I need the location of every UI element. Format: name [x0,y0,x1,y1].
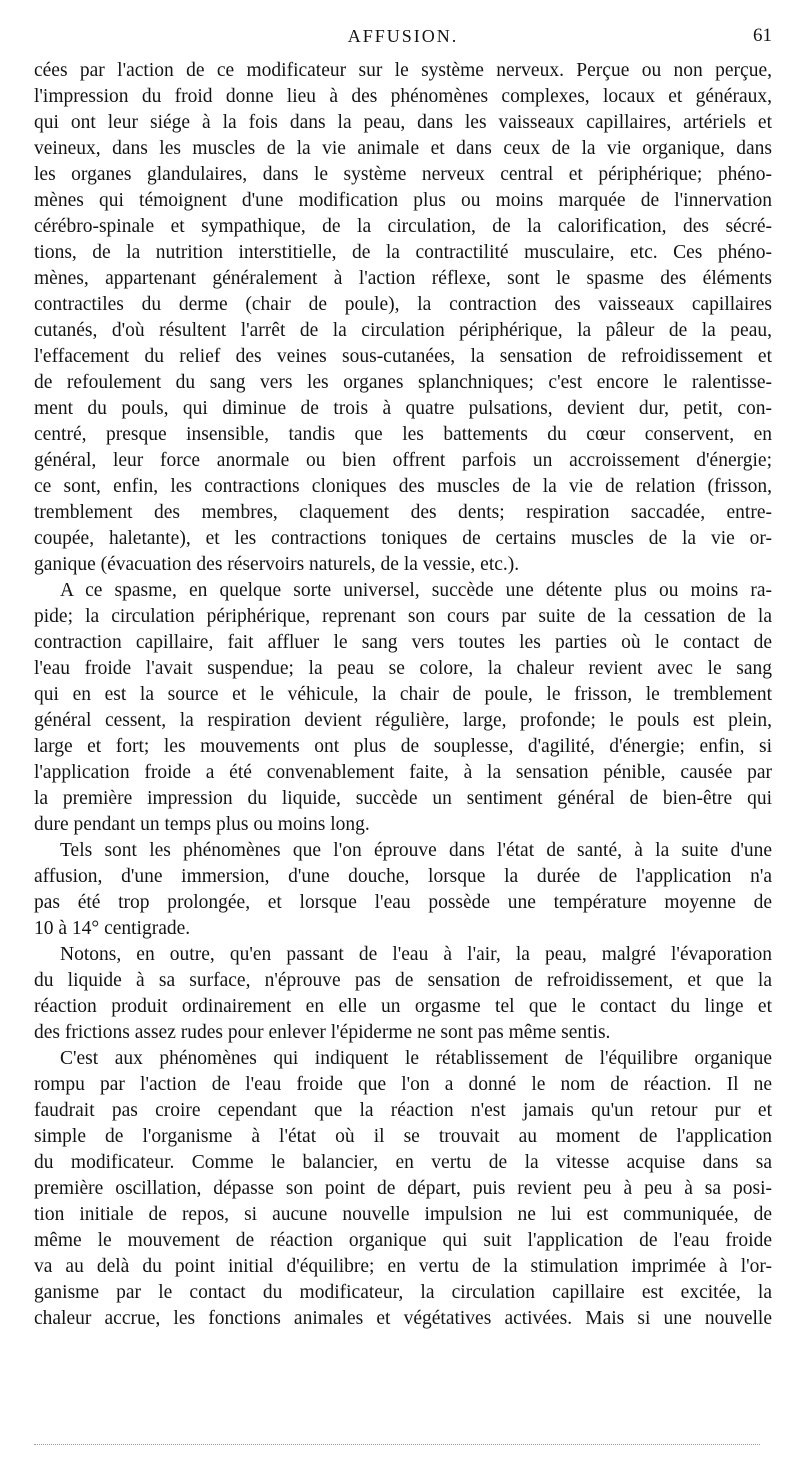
text-line: ce sont, enfin, les contractions cloniques des muscles de la vie de relation (frisson, [34,476,772,497]
text-line: l'eau froide l'avait suspendue; la peau se colore, la chaleur revient avec le sang [34,658,772,679]
text-line: l'application froide a été convenablement faite, à la sensation pénible, causée par [34,762,772,783]
footer-rule [34,1444,760,1445]
text-line: ganique (évacuation des réservoirs naturels, de la vessie, etc.). [34,554,520,575]
page-number: 61 [753,25,772,46]
text-line: première oscillation, dépasse son point de départ, puis revient peu à peu à sa posi- [34,1178,772,1199]
text-line: va au delà du point initial d'équilibre; en vertu de la stimulation imprimée à l'or- [34,1256,772,1277]
text-line: pas été trop prolongée, et lorsque l'eau possède une température moyenne de [34,892,772,913]
text-line: cérébro-spinale et sympathique, de la circulation, de la calorification, des sécré- [34,216,772,237]
running-head: AFFUSION. [347,26,459,46]
body-text [34,58,772,1332]
text-line: l'impression du froid donne lieu à des phénomènes complexes, locaux et généraux, [34,86,772,107]
text-line: qui ont leur siége à la fois dans la peau, dans les vaisseaux capillaires, artériels et [34,112,772,133]
text-line: tions, de la nutrition interstitielle, de la contractilité musculaire, etc. Ces phéno- [34,242,772,263]
text-line: qui en est la source et le véhicule, la chair de poule, le frisson, le tremblement [34,684,772,705]
text-line: ment du pouls, qui diminue de trois à quatre pulsations, devient dur, petit, con- [34,398,772,419]
text-line: général, leur force anormale ou bien offrent parfois un accroissement d'énergie; [34,450,772,471]
text-line: ganisme par le contact du modificateur, la circulation capillaire est excitée, la [34,1282,772,1303]
text-line: contraction capillaire, fait affluer le sang vers toutes les parties où le contact de [34,632,772,653]
text-line: dure pendant un temps plus ou moins long. [34,814,370,835]
paragraph-first-line: Tels sont les phénomènes que l'on éprouve dans l'état de santé, à la suite d'une [60,840,772,861]
text-line: mènes qui témoignent d'une modification plus ou moins marquée de l'innervation [34,190,772,211]
text-line: l'effacement du relief des veines sous-cutanées, la sensation de refroidissement et [34,346,772,367]
text-line: simple de l'organisme à l'état où il se trouvait au moment de l'application [34,1126,772,1147]
text-line: cées par l'action de ce modificateur sur le système nerveux. Perçue ou non perçue, [34,60,772,81]
text-line: contractiles du derme (chair de poule), la contraction des vaisseaux capillaires [34,294,772,315]
text-line: centré, presque insensible, tandis que les battements du cœur conservent, en [34,424,772,445]
text-line: réaction produit ordinairement en elle un orgasme tel que le contact du linge et [34,996,772,1017]
text-line: affusion, d'une immersion, d'une douche, lorsque la durée de l'application n'a [34,866,772,887]
text-line: la première impression du liquide, succède un sentiment général de bien-être qui [34,788,772,809]
text-line: tion initiale de repos, si aucune nouvelle impulsion ne lui est communiquée, de [34,1204,772,1225]
text-line: chaleur accrue, les fonctions animales et végétatives activées. Mais si une nouvelle [34,1308,772,1329]
page-header [34,22,772,50]
text-line: veineux, dans les muscles de la vie animale et dans ceux de la vie organique, dans [34,138,772,159]
paragraph-first-line: C'est aux phénomènes qui indiquent le rétablissement de l'équilibre organique [60,1048,772,1069]
text-line: 10 à 14° centigrade. [34,918,191,939]
text-line: mènes, appartenant généralement à l'action réflexe, sont le spasme des éléments [34,268,772,289]
text-line: général cessent, la respiration devient régulière, large, profonde; le pouls est plein, [34,710,772,731]
text-line: faudrait pas croire cependant que la réaction n'est jamais qu'un retour pur et [34,1100,772,1121]
text-line: coupée, haletante), et les contractions toniques de certains muscles de la vie or- [34,528,772,549]
text-line: large et fort; les mouvements ont plus de souplesse, d'agilité, d'énergie; enfin, si [34,736,772,757]
text-line: du liquide à sa surface, n'éprouve pas de sensation de refroidissement, et que la [34,970,772,991]
paragraph-first-line: A ce spasme, en quelque sorte universel, succède une détente plus ou moins ra- [60,580,772,601]
text-line: même le mouvement de réaction organique qui suit l'application de l'eau froide [34,1230,772,1251]
text-line: du modificateur. Comme le balancier, en vertu de la vitesse acquise dans sa [34,1152,772,1173]
text-line: rompu par l'action de l'eau froide que l'on a donné le nom de réaction. Il ne [34,1074,772,1095]
text-line: de refoulement du sang vers les organes splanchniques; c'est encore le ralentisse- [34,372,772,393]
text-line: les organes glandulaires, dans le système nerveux central et périphérique; phéno- [34,164,772,185]
text-line: tremblement des membres, claquement des dents; respiration saccadée, entre- [34,502,772,523]
text-line: des frictions assez rudes pour enlever l'épiderme ne sont pas même sentis. [34,1022,611,1043]
text-line: cutanés, d'où résultent l'arrêt de la circulation périphérique, la pâleur de la peau, [34,320,772,341]
text-line: pide; la circulation périphérique, reprenant son cours par suite de la cessation de la [34,606,772,627]
paragraph-first-line: Notons, en outre, qu'en passant de l'eau à l'air, la peau, malgré l'évaporation [60,944,772,965]
